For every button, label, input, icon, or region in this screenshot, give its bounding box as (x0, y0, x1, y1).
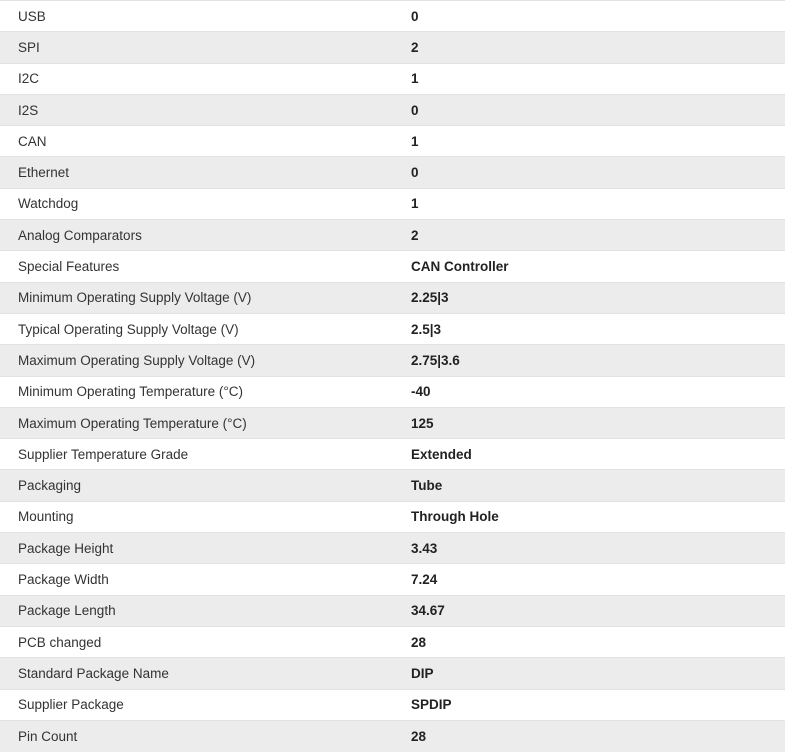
spec-label: Package Height (18, 540, 114, 556)
spec-row (0, 1, 785, 32)
spec-row (0, 32, 785, 63)
spec-value: 1 (411, 133, 419, 149)
spec-value: CAN Controller (411, 259, 509, 275)
spec-value: 2 (411, 227, 419, 243)
spec-value: 28 (411, 728, 427, 744)
spec-value: 2.5|3 (411, 321, 442, 337)
spec-label: PCB changed (18, 634, 102, 650)
spec-row (0, 157, 785, 188)
spec-label: Mounting (18, 509, 74, 525)
spec-value: SPDIP (411, 697, 452, 713)
spec-row (0, 689, 785, 720)
spec-value: DIP (411, 665, 434, 681)
spec-row (0, 94, 785, 125)
specifications-table-body (0, 1, 785, 752)
spec-row (0, 345, 785, 376)
spec-value: 3.43 (411, 540, 438, 556)
spec-label: Maximum Operating Temperature (°C) (18, 415, 247, 431)
spec-label: I2C (18, 71, 40, 87)
spec-row (0, 439, 785, 470)
spec-value: 125 (411, 415, 434, 431)
spec-label: Packaging (18, 478, 82, 494)
spec-value: 2.25|3 (411, 290, 449, 306)
spec-label: Watchdog (18, 196, 79, 212)
spec-value: 0 (411, 165, 419, 181)
spec-label: Package Length (18, 603, 116, 619)
spec-value: 28 (411, 634, 427, 650)
spec-label: Package Width (18, 571, 109, 587)
spec-value: Tube (411, 478, 443, 494)
spec-label: USB (18, 8, 46, 24)
spec-value: 0 (411, 8, 419, 24)
spec-value: Extended (411, 446, 472, 462)
spec-label: Special Features (18, 259, 120, 275)
spec-row (0, 595, 785, 626)
spec-label: Ethernet (18, 165, 70, 181)
spec-row (0, 626, 785, 657)
spec-label: Minimum Operating Supply Voltage (V) (18, 290, 252, 306)
spec-label: Standard Package Name (18, 665, 169, 681)
spec-label: Maximum Operating Supply Voltage (V) (18, 352, 256, 368)
spec-row (0, 376, 785, 407)
spec-row (0, 220, 785, 251)
spec-value: 2 (411, 39, 419, 55)
spec-row (0, 501, 785, 532)
spec-row (0, 313, 785, 344)
spec-label: CAN (18, 133, 47, 149)
spec-label: Analog Comparators (18, 227, 142, 243)
spec-label: Typical Operating Supply Voltage (V) (18, 321, 239, 337)
spec-value: Through Hole (411, 509, 499, 525)
spec-label: SPI (18, 39, 40, 55)
spec-value: 0 (411, 102, 419, 118)
spec-row (0, 533, 785, 564)
spec-value: 1 (411, 196, 419, 212)
spec-value: 1 (411, 71, 419, 87)
spec-value: -40 (411, 384, 431, 400)
spec-row (0, 251, 785, 282)
spec-label: Supplier Package (18, 697, 124, 713)
spec-value: 7.24 (411, 571, 438, 587)
spec-row (0, 470, 785, 501)
spec-label: I2S (18, 102, 39, 118)
spec-value: 2.75|3.6 (411, 352, 460, 368)
spec-row (0, 188, 785, 219)
spec-label: Pin Count (18, 728, 78, 744)
spec-row (0, 126, 785, 157)
spec-row (0, 282, 785, 313)
spec-row (0, 564, 785, 595)
spec-row (0, 720, 785, 751)
spec-row (0, 407, 785, 438)
spec-row (0, 63, 785, 94)
spec-row (0, 658, 785, 689)
spec-label: Minimum Operating Temperature (°C) (18, 384, 243, 400)
spec-value: 34.67 (411, 603, 445, 619)
spec-label: Supplier Temperature Grade (18, 446, 189, 462)
